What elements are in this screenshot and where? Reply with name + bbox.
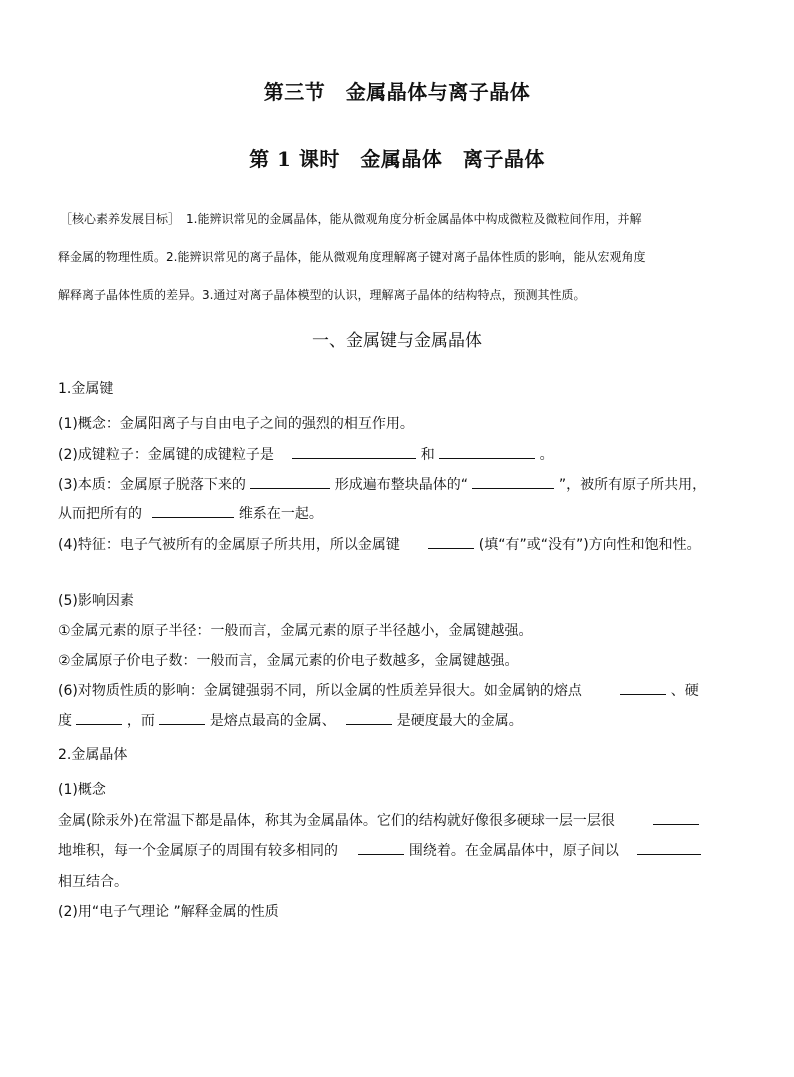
essence2-text-b: 维系在一起。 <box>238 506 323 522</box>
effect2-text-b: ，而 <box>126 713 155 729</box>
crystal2-text-a: 地堆积，每一个金属原子的周围有较多相同的 <box>58 843 338 859</box>
answer-blank[interactable] <box>152 504 234 518</box>
particles-text-b: 和 <box>420 447 435 463</box>
goals-line-3: 解释离子晶体性质的差异。3.通过对离子晶体模型的认识，理解离子晶体的结构特点，预测其性质。 <box>58 288 586 302</box>
answer-blank[interactable] <box>637 841 701 855</box>
effect-line-2 <box>58 710 523 730</box>
factor-2: ②金属原子价电子数：一般而言，金属元素的价电子数越多，金属键越强。 <box>58 653 519 669</box>
effect-text-a: (6)对物质性质的影响：金属键强弱不同，所以金属的性质差异很大。如金属钠的熔点 <box>58 683 582 699</box>
effect-line <box>58 680 699 700</box>
essence-line <box>58 474 706 494</box>
answer-blank[interactable] <box>428 535 474 549</box>
feature-text-b: (填“有”或“没有”)方向性和饱和性。 <box>478 537 701 553</box>
crystal-line <box>58 810 699 830</box>
section-heading: 一、金属键与金属晶体 <box>312 331 482 351</box>
lesson-title: 第 1 课时 金属晶体 离子晶体 <box>249 147 545 171</box>
answer-blank[interactable] <box>292 445 416 459</box>
factors-heading: (5)影响因素 <box>58 593 134 609</box>
answer-blank[interactable] <box>472 475 554 489</box>
goals-line-2: 释金属的物理性质。2.能辨识常见的离子晶体，能从微观角度理解离子键对离子晶体性质的影响，能从宏观角度 <box>58 250 646 264</box>
answer-blank[interactable] <box>76 711 122 725</box>
answer-blank[interactable] <box>159 711 205 725</box>
answer-blank[interactable] <box>346 711 392 725</box>
answer-blank[interactable] <box>620 681 666 695</box>
subheading-metal-crystal: 2.金属晶体 <box>58 747 128 763</box>
section-title: 第三节 金属晶体与离子晶体 <box>263 80 531 104</box>
feature-text-a: (4)特征：电子气被所有的金属原子所共用，所以金属键 <box>58 537 400 553</box>
crystal-text-a: 金属(除汞外)在常温下都是晶体，称其为金属晶体。它们的结构就好像很多硬球一层一层很 <box>58 813 615 829</box>
theory-line: (2)用“电子气理论 ”解释金属的性质 <box>58 904 279 920</box>
essence-text-a: (3)本质：金属原子脱落下来的 <box>58 477 246 493</box>
effect2-text-d: 是硬度最大的金属。 <box>396 713 523 729</box>
answer-blank[interactable] <box>250 475 330 489</box>
effect2-text-a: 度 <box>58 713 72 729</box>
essence-text-b: 形成遍布整块晶体的“ <box>334 477 469 493</box>
crystal-line-2 <box>58 840 701 860</box>
concept-line: (1)概念：金属阳离子与自由电子之间的强烈的相互作用。 <box>58 416 414 432</box>
crystal-line-3: 相互结合。 <box>58 874 128 890</box>
answer-blank[interactable] <box>358 841 404 855</box>
particles-line <box>58 444 554 464</box>
answer-blank[interactable] <box>439 445 535 459</box>
essence2-text-a: 从而把所有的 <box>58 506 142 522</box>
effect2-text-c: 是熔点最高的金属、 <box>209 713 336 729</box>
essence-line-2 <box>58 503 323 523</box>
concept-heading-2: (1)概念 <box>58 782 106 798</box>
answer-blank[interactable] <box>653 811 699 825</box>
crystal2-text-b: 围绕着。在金属晶体中，原子间以 <box>408 843 619 859</box>
goals-line-1: ［核心素养发展目标］ 1.能辨识常见的金属晶体，能从微观角度分析金属晶体中构成微粒及微粒间作用，并解 <box>60 212 642 226</box>
particles-text-a: (2)成键粒子：金属键的成键粒子是 <box>58 447 274 463</box>
essence-text-c: ”，被所有原子所共用， <box>558 477 707 493</box>
feature-line <box>58 534 701 554</box>
subheading-metal-bond: 1.金属键 <box>58 381 114 397</box>
particles-text-c: 。 <box>539 447 554 463</box>
factor-1: ①金属元素的原子半径：一般而言，金属元素的原子半径越小，金属键越强。 <box>58 623 533 639</box>
effect-text-b: 、硬 <box>670 683 699 699</box>
